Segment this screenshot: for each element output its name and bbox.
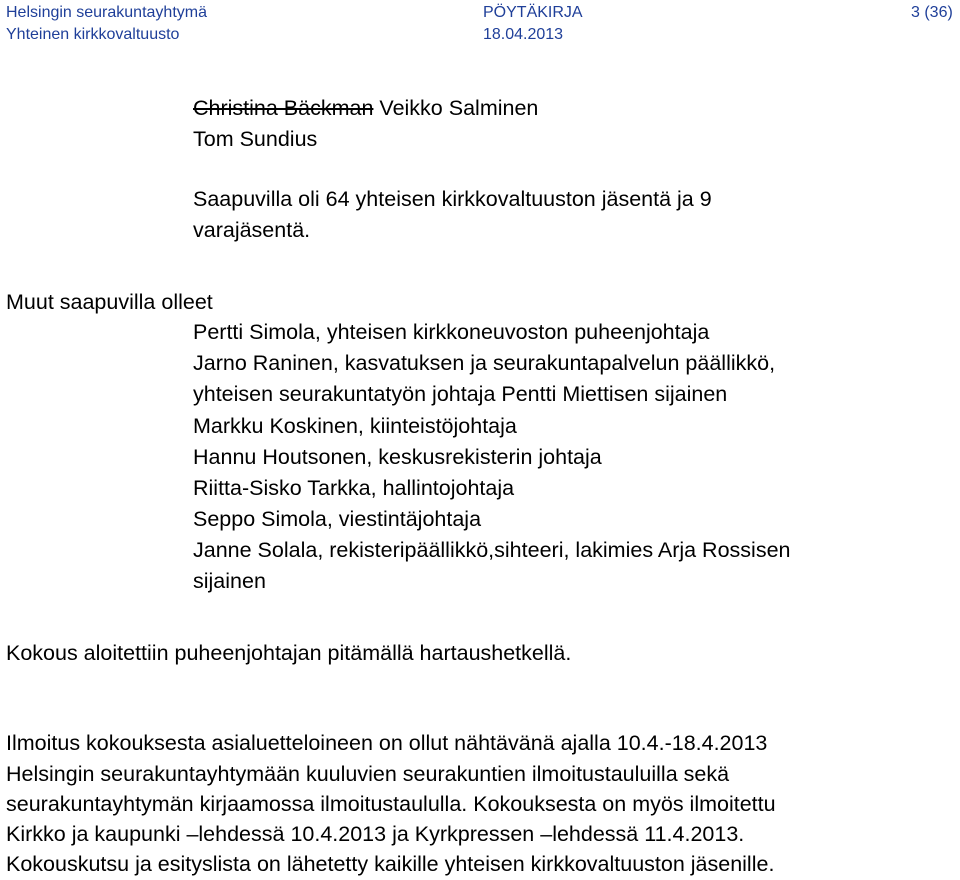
notice-line: Ilmoitus kokouksesta asialuetteloineen on ollut nähtävänä ajalla 10.4.-18.4.2013 <box>6 731 768 755</box>
notice-line: Kokouskutsu ja esityslista on lähetetty kaikille yhteisen kirkkovaltuuston jäsenille. <box>6 852 775 876</box>
opening-statement: Kokous aloitettiin puheenjohtajan pitämällä hartaushetkellä. <box>6 641 572 665</box>
substitute-line <box>193 93 538 124</box>
others-line: Hannu Houtsonen, keskusrekisterin johtaja <box>193 445 602 469</box>
others-heading: Muut saapuvilla olleet <box>6 290 213 314</box>
others-line: sijainen <box>193 569 266 593</box>
others-line: Markku Koskinen, kiinteistöjohtaja <box>193 414 517 438</box>
member-name: Tom Sundius <box>193 127 318 151</box>
header-body: Yhteinen kirkkovaltuusto <box>6 26 180 43</box>
others-line: Janne Solala, rekisteripäällikkö,sihteeri, lakimies Arja Rossisen <box>193 538 791 562</box>
attendance-line-1: Saapuvilla oli 64 yhteisen kirkkovaltuuston jäsentä ja 9 <box>193 187 712 211</box>
notice-line: Helsingin seurakuntayhtymään kuuluvien seurakuntien ilmoitustauluilla sekä <box>6 762 730 786</box>
struck-member-name: Christina Bäckman <box>193 96 374 120</box>
header-org: Helsingin seurakuntayhtymä <box>6 4 207 21</box>
others-line: Riitta-Sisko Tarkka, hallintojohtaja <box>193 476 515 500</box>
substitute-member-name: Veikko Salminen <box>379 96 539 120</box>
others-line: Pertti Simola, yhteisen kirkkoneuvoston puheenjohtaja <box>193 320 710 344</box>
attendance-line-2: varajäsentä. <box>193 218 311 242</box>
header-doc-type: PÖYTÄKIRJA <box>483 4 583 21</box>
notice-line: seurakuntayhtymän kirjaamossa ilmoitustaululla. Kokouksesta on myös ilmoitettu <box>6 792 776 816</box>
others-line: Jarno Raninen, kasvatuksen ja seurakuntapalvelun päällikkö, <box>193 351 776 375</box>
header-page-number: 3 (36) <box>911 4 953 21</box>
others-line: yhteisen seurakuntatyön johtaja Pentti Miettisen sijainen <box>193 382 728 406</box>
header-date: 18.04.2013 <box>483 26 564 43</box>
notice-line: Kirkko ja kaupunki –lehdessä 10.4.2013 ja Kyrkpressen –lehdessä 11.4.2013. <box>6 822 745 846</box>
others-line: Seppo Simola, viestintäjohtaja <box>193 507 482 531</box>
